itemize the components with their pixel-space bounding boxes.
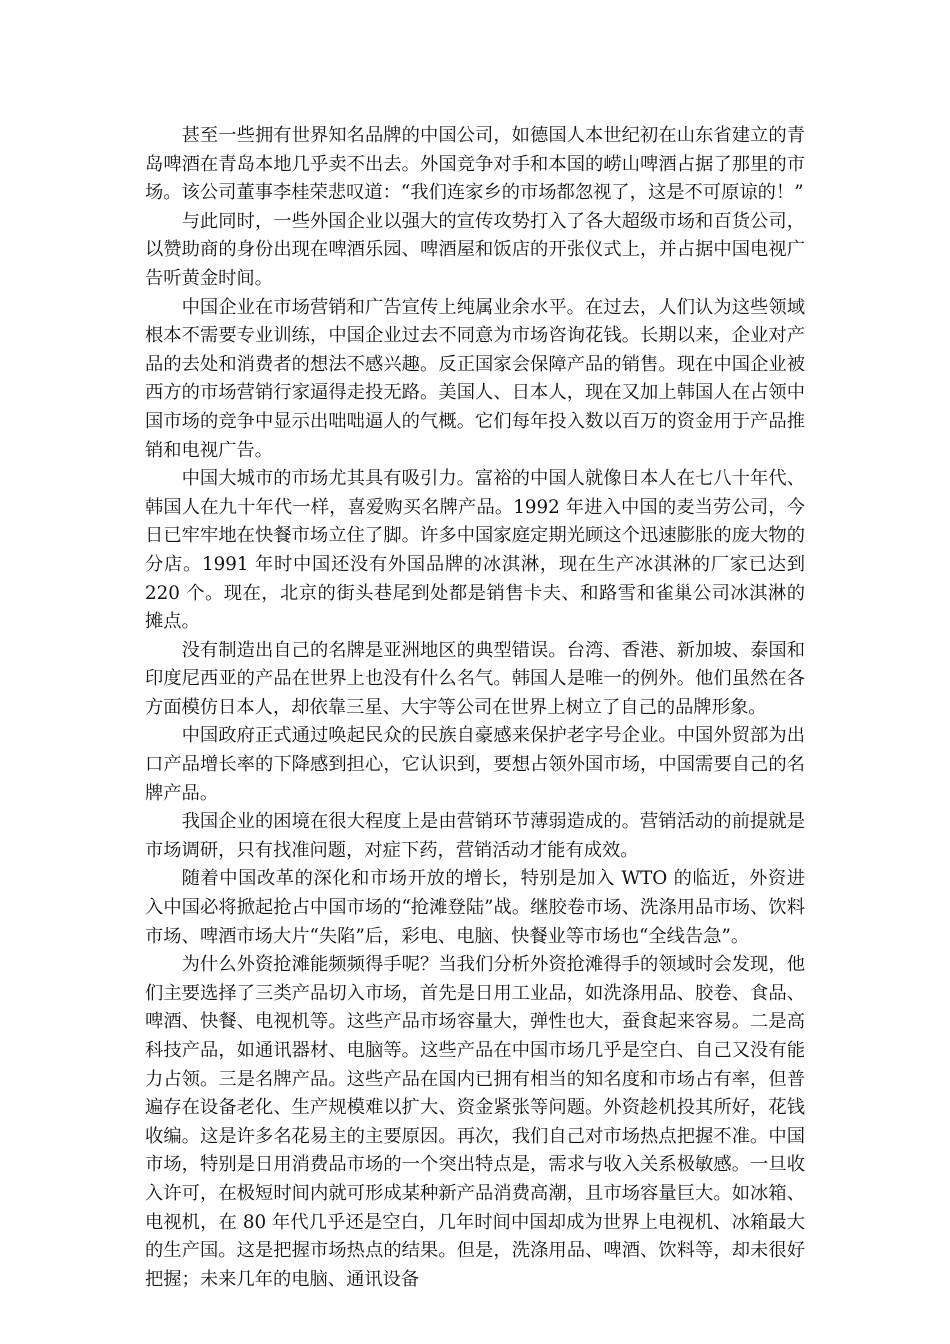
- paragraph-why-foreign-success: 为什么外资抢滩能频频得手呢？当我们分析外资抢滩得手的领域时会发现，他们主要选择了三类产品切入市场，首先是日用工业品，如洗涤用品、胶卷、食品、啤酒、快餐、电视机等。这些产品市场容量大，弹性也大，蚕食起来容易。二是高科技产品，如通讯器材、电脑等。这些产品在中国市场几乎是空白、自己又没有能力占领。三是名牌产品。这些产品在国内已拥有相当的知名度和市场占有率，但普遍存在设备老化、生产规模难以扩大、资金紧张等问题。外资趁机投其所好，花钱收编。这是许多名花易主的主要原因。再次，我们自己对市场热点把握不准。中国市场，特别是日用消费品市场的一个突出特点是，需求与收入关系极敏感。一旦收入许可，在极短时间内就可形成某种新产品消费高潮，且市场容量巨大。如冰箱、电视机，在 80 年代几乎还是空白，几年时间中国却成为世界上电视机、冰箱最大的生产国。这是把握市场热点的结果。但是，洗涤用品、啤酒、饮料等，却未很好把握；未来几年的电脑、通讯设备: [145, 954, 805, 1290]
- paragraph-foreign-advertising: 与此同时，一些外国企业以强大的宣传攻势打入了各大超级市场和百货公司，以赞助商的身份出现在啤酒乐园、啤酒屋和饭店的开张仪式上，并占据中国电视广告听黄金时间。: [145, 210, 805, 289]
- paragraph-asian-brands: 没有制造出自己的名牌是亚洲地区的典型错误。台湾、香港、新加坡、泰国和印度尼西亚的产品在世界上也没有什么名气。韩国人是唯一的例外。他们虽然在各方面模仿日本人，却依靠三星、大宇等公司在世界上树立了自己的品牌形象。: [145, 639, 805, 718]
- paragraph-amateur-marketing: 中国企业在市场营销和广告宣传上纯属业余水平。在过去，人们认为这些领域根本不需要专业训练，中国企业过去不同意为市场咨询花钱。长期以来，企业对产品的去处和消费者的想法不感兴趣。反正国家会保障产品的销售。现在中国企业被西方的市场营销行家逼得走投无路。美国人、日本人，现在又加上韩国人在占领中国市场的竞争中显示出咄咄逼人的气概。它们每年投入数以百万的资金用于产品推销和电视广告。: [145, 296, 805, 461]
- paragraph-marketing-weakness: 我国企业的困境在很大程度上是由营销环节薄弱造成的。营销活动的前提就是市场调研，只有找准问题，对症下药，营销活动才能有成效。: [145, 811, 805, 861]
- paragraph-big-city-markets: 中国大城市的市场尤其具有吸引力。富裕的中国人就像日本人在七八十年代、韩国人在九十年代一样，喜爱购买名牌产品。1992 年进入中国的麦当劳公司，今日已牢牢地在快餐市场立住了脚。许多中国家庭定期光顾这个迅速膨胀的庞大物的分店。1991 年时中国还没有外国品牌的冰淇淋，现在生产冰淇淋的厂家已达到 220 个。现在，北京的街头巷尾到处都是销售卡夫、和路雪和雀巢公司冰淇淋的摊点。: [145, 468, 805, 633]
- paragraph-wto-beachhead: 随着中国改革的深化和市场开放的增长，特别是加入 WTO 的临近，外资进入中国必将掀起抢占中国市场的“抢滩登陆”战。继胶卷市场、洗涤用品市场、饮料市场、啤酒市场大片“失陷”后，彩电、电脑、快餐业等市场也“全线告急”。: [145, 868, 805, 947]
- article-body: [145, 122, 805, 1294]
- paragraph-qingdao-beer: 甚至一些拥有世界知名品牌的中国公司，如德国人本世纪初在山东省建立的青岛啤酒在青岛本地几乎卖不出去。外国竞争对手和本国的崂山啤酒占据了那里的市场。该公司董事李桂荣悲叹道：“我们连家乡的市场都忽视了，这是不可原谅的！”: [145, 125, 805, 204]
- paragraph-government-protection: 中国政府正式通过唤起民众的民族自豪感来保护老字号企业。中国外贸部为出口产品增长率的下降感到担心，它认识到，要想占领外国市场，中国需要自己的名牌产品。: [145, 725, 805, 804]
